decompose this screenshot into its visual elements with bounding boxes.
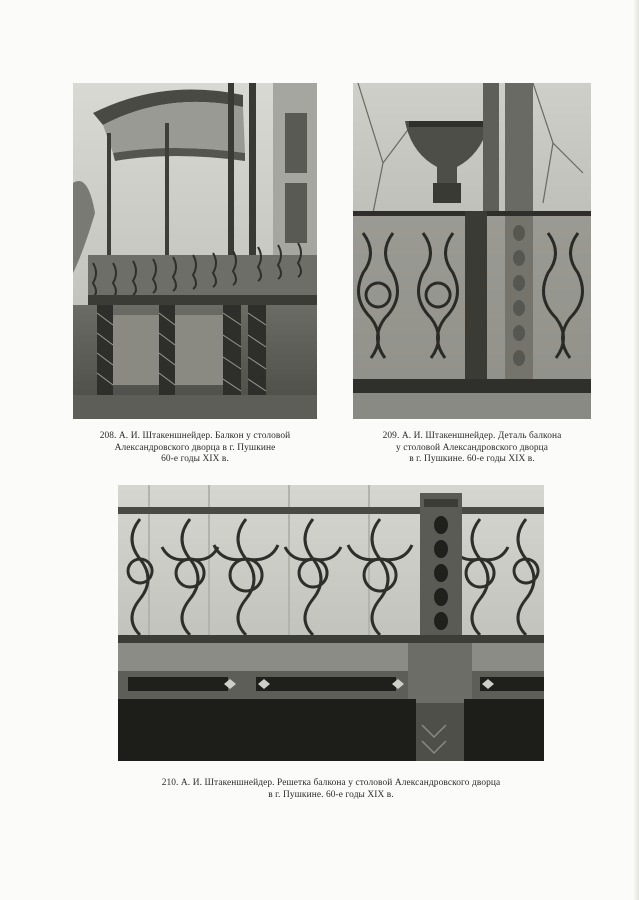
caption-line: Александровского дворца в г. Пушкине bbox=[114, 442, 276, 453]
figure-209-caption bbox=[350, 431, 594, 466]
figure-210-caption bbox=[95, 778, 567, 801]
caption-line: в г. Пушкине. 60-е годы XIX в. bbox=[409, 454, 535, 464]
page-edge-shadow bbox=[633, 0, 639, 900]
figure-210-photo bbox=[118, 485, 544, 761]
caption-line: 209. А. И. Штакеншнейдер. Деталь балкона bbox=[382, 431, 562, 441]
figure-209-photo bbox=[353, 83, 591, 419]
figure-208-caption bbox=[70, 431, 320, 466]
caption-line: у столовой Александровского дворца bbox=[395, 442, 549, 453]
caption-line: 210. А. И. Штакеншнейдер. Решетка балкона у столовой Александровского дворца bbox=[161, 778, 501, 788]
caption-line: 60-е годы XIX в. bbox=[161, 454, 229, 464]
caption-line: 208. А. И. Штакеншнейдер. Балкон у столовой bbox=[99, 431, 291, 441]
figure-208-photo bbox=[73, 83, 317, 419]
caption-line: в г. Пушкине. 60-е годы XIX в. bbox=[268, 789, 394, 800]
